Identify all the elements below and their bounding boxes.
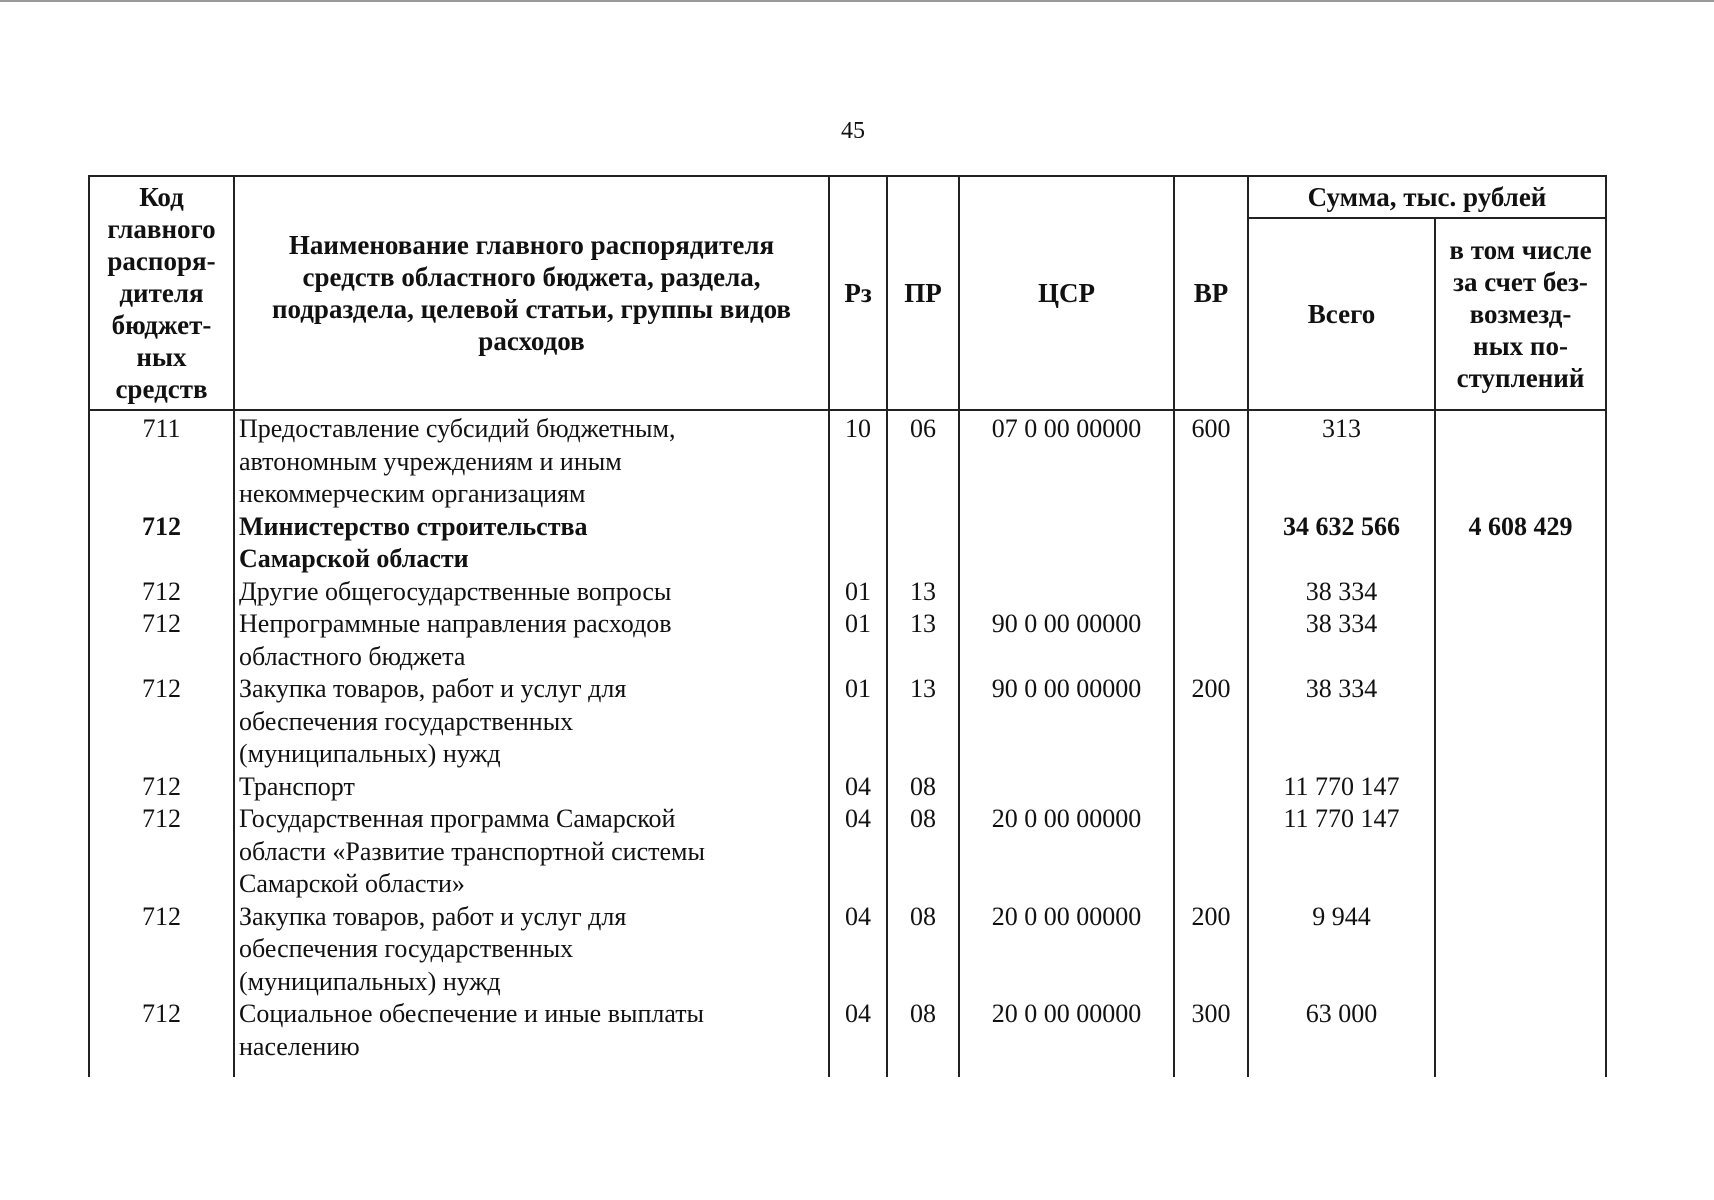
- cell-pr: 13: [887, 576, 959, 609]
- cell-free: [1435, 998, 1606, 1077]
- name-line: Закупка товаров, работ и услуг для: [239, 901, 627, 931]
- cell-csr: 20 0 00 00000: [959, 901, 1174, 999]
- cell-name: [234, 410, 829, 511]
- cell-free: [1435, 576, 1606, 609]
- cell-code: 711: [89, 410, 234, 511]
- header-line: за счет без-: [1453, 267, 1588, 297]
- cell-total: 34 632 566: [1248, 511, 1435, 576]
- table-row: [89, 771, 1606, 804]
- cell-total: 9 944: [1248, 901, 1435, 999]
- cell-rz: 04: [829, 771, 887, 804]
- header-line: возмезд-: [1469, 299, 1572, 329]
- cell-pr: 08: [887, 901, 959, 999]
- table-row: [89, 673, 1606, 771]
- cell-code: 712: [89, 576, 234, 609]
- cell-rz: 01: [829, 673, 887, 771]
- table-body: [89, 410, 1606, 1077]
- name-line: Закупка товаров, работ и услуг для: [239, 674, 627, 703]
- cell-total: 38 334: [1248, 673, 1435, 771]
- name-line: области «Развитие транспортной системы: [239, 836, 705, 866]
- budget-table: [88, 175, 1607, 1077]
- name-line: обеспечения государственных: [239, 706, 574, 736]
- name-line: Министерство строительства: [239, 511, 588, 541]
- header-line: подраздела, целевой статьи, группы видов: [271, 294, 792, 324]
- cell-csr: [959, 576, 1174, 609]
- cell-code: 712: [89, 608, 234, 673]
- header-line: Наименование главного распорядителя: [288, 230, 775, 260]
- cell-total: 38 334: [1248, 576, 1435, 609]
- table-row: [89, 901, 1606, 999]
- cell-free: [1435, 410, 1606, 511]
- cell-rz: 04: [829, 803, 887, 901]
- cell-vr: 300: [1174, 998, 1248, 1077]
- header-line: ных по-: [1473, 331, 1568, 361]
- table-row: [89, 576, 1606, 609]
- cell-rz: 04: [829, 998, 887, 1077]
- table-row: [89, 998, 1606, 1077]
- col-header-code: [89, 176, 234, 410]
- header-line: Код: [139, 182, 184, 212]
- cell-vr: 600: [1174, 410, 1248, 511]
- cell-code: 712: [89, 803, 234, 901]
- cell-pr: 08: [887, 998, 959, 1077]
- cell-vr: 200: [1174, 901, 1248, 999]
- col-header-total: Всего: [1248, 218, 1435, 410]
- cell-code: 712: [89, 771, 234, 804]
- header-row-top: [89, 176, 1606, 218]
- col-header-name: [234, 176, 829, 410]
- cell-name: [234, 608, 829, 673]
- cell-code: 712: [89, 998, 234, 1077]
- cell-vr: [1174, 803, 1248, 901]
- cell-free: [1435, 771, 1606, 804]
- name-line: (муниципальных) нужд: [239, 966, 501, 996]
- cell-code: 712: [89, 673, 234, 771]
- header-line: ступлений: [1456, 363, 1585, 393]
- cell-name: [234, 998, 829, 1077]
- cell-rz: [829, 511, 887, 576]
- cell-free: [1435, 608, 1606, 673]
- cell-csr: 90 0 00 00000: [959, 608, 1174, 673]
- cell-pr: [887, 511, 959, 576]
- name-line: (муниципальных) нужд: [239, 739, 501, 768]
- header-line: бюджет-: [111, 310, 212, 340]
- page-number: 45: [841, 118, 865, 144]
- cell-vr: [1174, 608, 1248, 673]
- cell-csr: [959, 771, 1174, 804]
- name-line: некоммерческим организациям: [239, 479, 586, 508]
- cell-rz: 01: [829, 608, 887, 673]
- cell-free: [1435, 901, 1606, 999]
- cell-rz: 01: [829, 576, 887, 609]
- cell-code: 712: [89, 901, 234, 999]
- name-line: населению: [239, 1031, 360, 1061]
- name-line: автономным учреждениям и иным: [239, 446, 622, 476]
- col-header-rz: Рз: [829, 176, 887, 410]
- header-line: средств: [115, 374, 208, 404]
- name-line: Государственная программа Самарской: [239, 804, 676, 833]
- cell-vr: [1174, 771, 1248, 804]
- cell-total: 38 334: [1248, 608, 1435, 673]
- cell-free: [1435, 803, 1606, 901]
- name-line: Непрограммные направления расходов: [239, 609, 672, 638]
- cell-name: [234, 673, 829, 771]
- table-row: [89, 803, 1606, 901]
- table-row: [89, 608, 1606, 673]
- col-header-vr: ВР: [1174, 176, 1248, 410]
- name-line: Самарской области: [239, 544, 469, 573]
- cell-vr: 200: [1174, 673, 1248, 771]
- header-line: средств областного бюджета, раздела,: [302, 262, 761, 292]
- table-row: [89, 410, 1606, 511]
- cell-total: 313: [1248, 410, 1435, 511]
- name-line: обеспечения государственных: [239, 934, 574, 963]
- table-row: [89, 511, 1606, 576]
- cell-free: 4 608 429: [1435, 511, 1606, 576]
- col-header-sum-group: Сумма, тыс. рублей: [1248, 176, 1606, 218]
- header-line: в том числе: [1449, 235, 1592, 265]
- name-line: Социальное обеспечение и иные выплаты: [239, 999, 705, 1028]
- cell-csr: 90 0 00 00000: [959, 673, 1174, 771]
- header-line: главного: [107, 214, 216, 244]
- cell-name: [234, 511, 829, 576]
- col-header-pr: ПР: [887, 176, 959, 410]
- cell-name: [234, 803, 829, 901]
- header-line: расходов: [478, 326, 585, 356]
- cell-pr: 13: [887, 673, 959, 771]
- cell-vr: [1174, 511, 1248, 576]
- cell-vr: [1174, 576, 1248, 609]
- top-rule: [0, 0, 1714, 2]
- cell-pr: 06: [887, 410, 959, 511]
- cell-code: 712: [89, 511, 234, 576]
- name-line: областного бюджета: [239, 641, 466, 671]
- header-line: ных: [136, 342, 187, 372]
- cell-name: [234, 771, 829, 804]
- cell-csr: 20 0 00 00000: [959, 803, 1174, 901]
- col-header-free: [1435, 218, 1606, 410]
- cell-total: 11 770 147: [1248, 803, 1435, 901]
- header-line: дителя: [119, 278, 204, 308]
- name-line: Предоставление субсидий бюджетным,: [239, 414, 676, 443]
- name-line: Самарской области»: [239, 869, 465, 898]
- cell-name: [234, 576, 829, 609]
- name-line: Другие общегосударственные вопросы: [239, 576, 672, 606]
- cell-pr: 08: [887, 803, 959, 901]
- cell-pr: 08: [887, 771, 959, 804]
- cell-csr: 07 0 00 00000: [959, 410, 1174, 511]
- header-line: распоря-: [107, 246, 216, 276]
- cell-rz: 04: [829, 901, 887, 999]
- name-line: Транспорт: [239, 771, 355, 801]
- cell-total: 11 770 147: [1248, 771, 1435, 804]
- cell-csr: 20 0 00 00000: [959, 998, 1174, 1077]
- cell-rz: 10: [829, 410, 887, 511]
- col-header-csr: ЦСР: [959, 176, 1174, 410]
- cell-pr: 13: [887, 608, 959, 673]
- cell-csr: [959, 511, 1174, 576]
- cell-free: [1435, 673, 1606, 771]
- cell-total: 63 000: [1248, 998, 1435, 1077]
- cell-name: [234, 901, 829, 999]
